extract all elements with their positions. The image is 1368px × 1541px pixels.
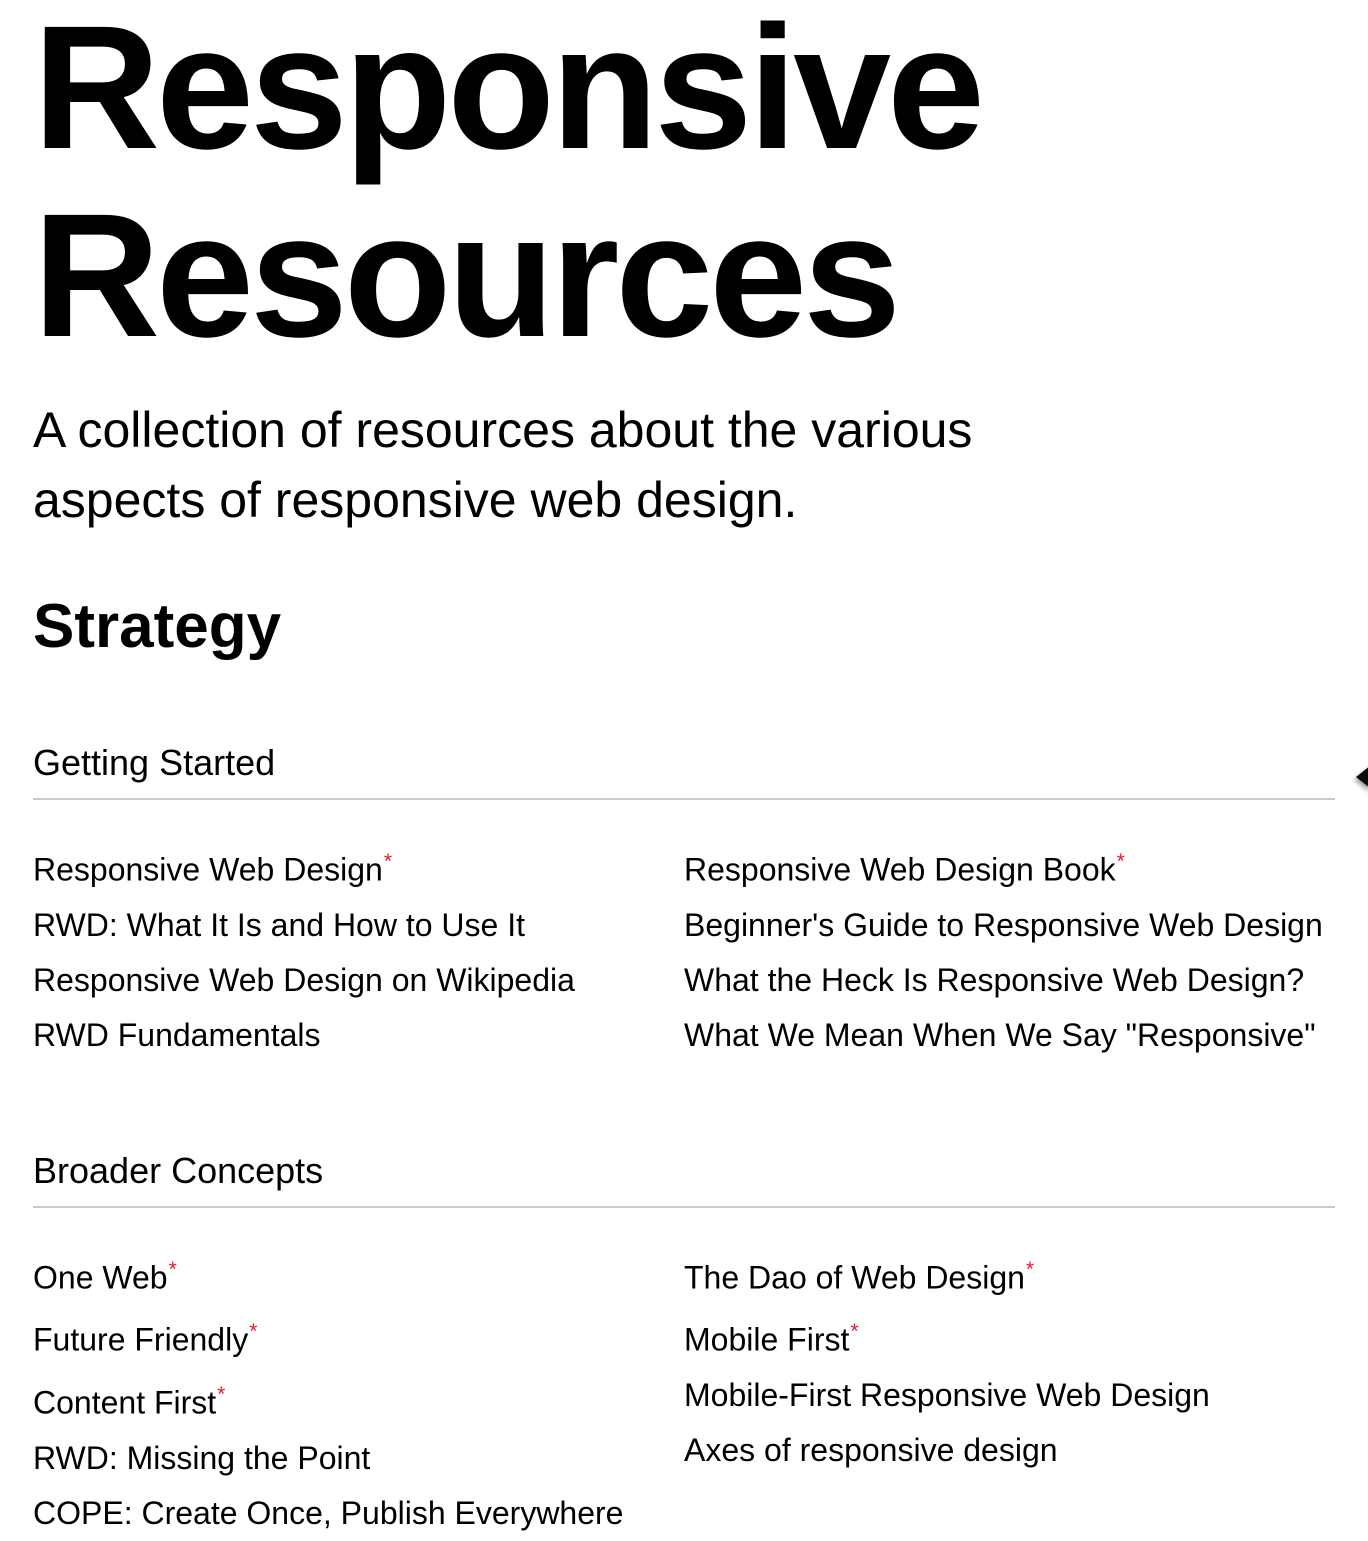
resource-link-label: RWD Fundamentals: [33, 1016, 321, 1053]
star-marker: *: [249, 1320, 258, 1344]
resource-link-label: Responsive Web Design: [33, 851, 383, 888]
resource-link[interactable]: [33, 1305, 684, 1368]
resource-link-label: Responsive Web Design on Wikipedia: [33, 961, 575, 998]
resource-link[interactable]: [33, 1008, 684, 1063]
broader-concepts-columns: [33, 1208, 1335, 1541]
page-subtitle: A collection of resources about the various aspects of responsive web design.: [33, 402, 973, 528]
star-marker: *: [1116, 850, 1125, 873]
resource-link-label: What the Heck Is Responsive Web Design?: [684, 961, 1305, 998]
resource-link-label: Mobile First: [684, 1321, 850, 1358]
resource-link[interactable]: [33, 1368, 684, 1431]
resource-link[interactable]: [33, 835, 684, 898]
resource-link[interactable]: [684, 898, 1335, 953]
page-title-line-1: Responsive: [33, 0, 981, 186]
page-title-line-2: Resources: [33, 178, 898, 374]
resource-link-label: What We Mean When We Say "Responsive": [684, 1016, 1316, 1053]
getting-started-columns: [33, 800, 1335, 1063]
star-marker: *: [217, 1382, 226, 1406]
section-getting-started: [33, 741, 1335, 1063]
cursor-arrow-icon: [1356, 765, 1368, 789]
resource-link-label: Axes of responsive design: [684, 1431, 1058, 1468]
resource-link-label: Future Friendly: [33, 1321, 249, 1358]
resource-link-label: RWD: Missing the Point: [33, 1439, 371, 1476]
star-marker: *: [383, 850, 392, 873]
resource-link[interactable]: [684, 1008, 1335, 1063]
resource-link-label: Beginner's Guide to Responsive Web Design: [684, 906, 1323, 943]
resource-link[interactable]: [33, 898, 684, 953]
section-heading-getting-started: Getting Started: [33, 741, 1335, 800]
resource-link[interactable]: [684, 1243, 1335, 1306]
star-marker: *: [850, 1320, 859, 1344]
resource-link-label: COPE: Create Once, Publish Everywhere: [33, 1494, 624, 1531]
star-marker: *: [168, 1257, 177, 1281]
resource-link[interactable]: [684, 953, 1335, 1008]
section-broader-concepts: [33, 1149, 1335, 1541]
resource-link-label: RWD: What It Is and How to Use It: [33, 906, 525, 943]
resource-link-label: Content First: [33, 1384, 217, 1421]
broader-concepts-column-right: [684, 1243, 1335, 1541]
getting-started-column-right: [684, 835, 1335, 1063]
getting-started-column-left: [33, 835, 684, 1063]
resource-link-label: Responsive Web Design Book: [684, 851, 1116, 888]
resource-link[interactable]: [684, 835, 1335, 898]
resource-link[interactable]: [33, 1486, 684, 1541]
resource-link[interactable]: [684, 1423, 1335, 1478]
resource-link[interactable]: [33, 1243, 684, 1306]
category-heading-strategy: Strategy: [33, 592, 282, 661]
resource-link[interactable]: [33, 953, 684, 1008]
resource-link-label: The Dao of Web Design: [684, 1259, 1025, 1296]
page-title: [33, 0, 1335, 374]
resource-link[interactable]: [684, 1305, 1335, 1368]
resource-link[interactable]: [684, 1368, 1335, 1423]
broader-concepts-column-left: [33, 1243, 684, 1541]
star-marker: *: [1025, 1257, 1035, 1281]
section-heading-broader-concepts: Broader Concepts: [33, 1149, 1335, 1208]
resource-link-label: Mobile-First Responsive Web Design: [684, 1376, 1210, 1413]
resource-link-label: One Web: [33, 1259, 168, 1296]
resource-link[interactable]: [33, 1431, 684, 1486]
